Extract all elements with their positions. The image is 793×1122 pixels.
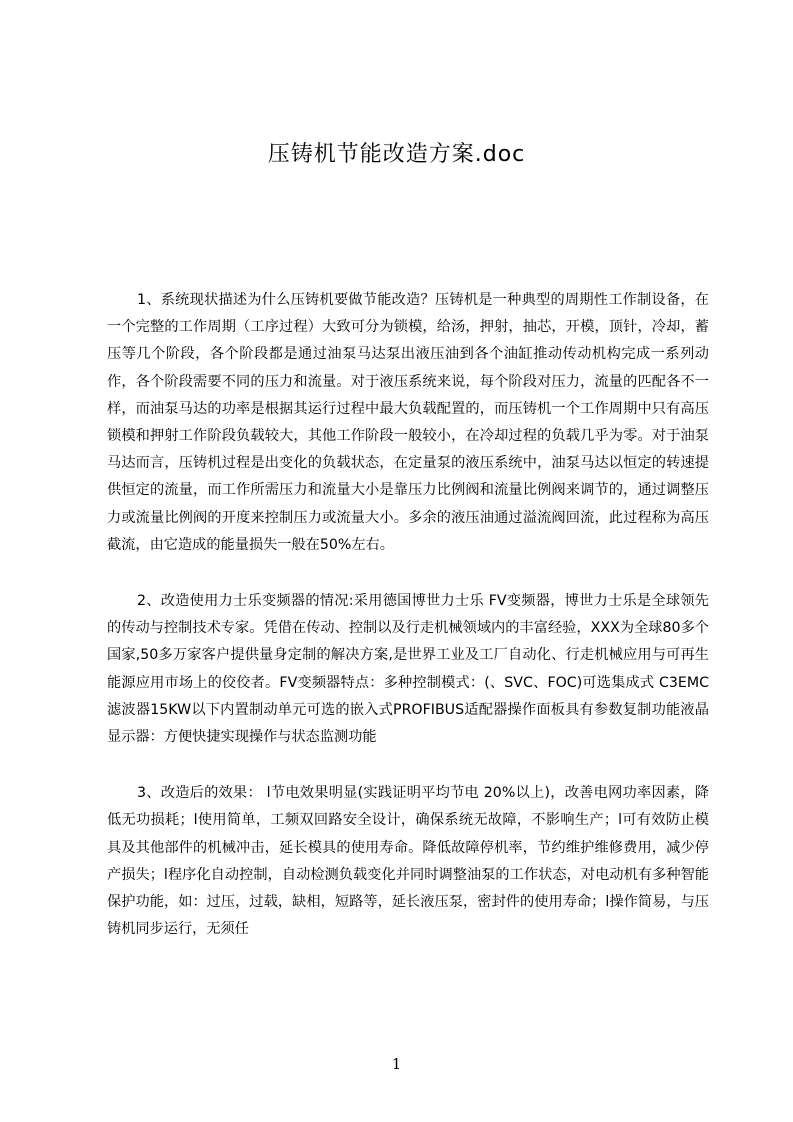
page-number: 1 bbox=[391, 1055, 402, 1073]
paragraph-inverter-usage: 2、改造使用力士乐变频器的情况:采用德国博世力士乐 FV变频器，博世力士乐是全球领先的传动与控制技术专家。凭借在传动、控制以及行走机械领域内的丰富经验，XXX为全球80多个国家,50多万家客户提供量身定制的解决方案,是世界工业及工厂自动化、行走机械应用与可再生能源应用市场上的佼佼者。FV变频器特点：多种控制模式：(、SVC、FOC)可选集成式 C3EMC滤波器15KW以下内置制动单元可选的嵌入式PROFIBUS适配器操作面板具有参数复制功能液晶显示器：方便快捷实现操作与状态监测功能 bbox=[107, 593, 709, 746]
document-title: 压铸机节能改造方案.doc bbox=[267, 142, 526, 167]
paragraph-system-status: 1、系统现状描述为什么压铸机要做节能改造？压铸机是一种典型的周期性工作制设备，在一个完整的工作周期（工序过程）大致可分为锁模，给汤，押射，抽芯，开模，顶针，冷却，蓄压等几个阶段，各个阶段都是通过油泵马达泵出液压油到各个油缸推动传动机构完成一系列动作，各个阶段需要不同的压力和流量。对于液压系统来说，每个阶段对压力，流量的匹配各不一样，而油泵马达的功率是根据其运行过程中最大负载配置的，而压铸机一个工作周期中只有高压锁模和押射工作阶段负载较大，其他工作阶段一般较小，在冷却过程的负载几乎为零。对于油泵马达而言，压铸机过程是出变化的负载状态，在定量泵的液压系统中，油泵马达以恒定的转速提供恒定的流量，而工作所需压力和流量大小是靠压力比例阀和流量比例阀来调节的，通过调整压力或流量比例阀的开度来控制压力或流量大小。多余的液压油通过溢流阀回流，此过程称为高压截流，由它造成的能量损失一般在50%左右。 bbox=[107, 292, 709, 553]
paragraph-retrofit-effects: 3、改造后的效果： l节电效果明显(实践证明平均节电 20%以上)，改善电网功率因素，降低无功损耗；l使用简单，工频双回路安全设计，确保系统无故障，不影响生产；l可有效防止模具及其他部件的机械冲击，延长模具的使用寿命。降低故障停机率，节约维护维修费用，减少停产损失；l程序化自动控制，自动检测负载变化并同时调整油泵的工作状态，对电动机有多种智能保护功能，如：过压，过载，缺相，短路等，延长液压泵，密封件的使用寿命；l操作简易，与压铸机同步运行，无须任 bbox=[107, 785, 709, 938]
document-body bbox=[107, 287, 709, 943]
